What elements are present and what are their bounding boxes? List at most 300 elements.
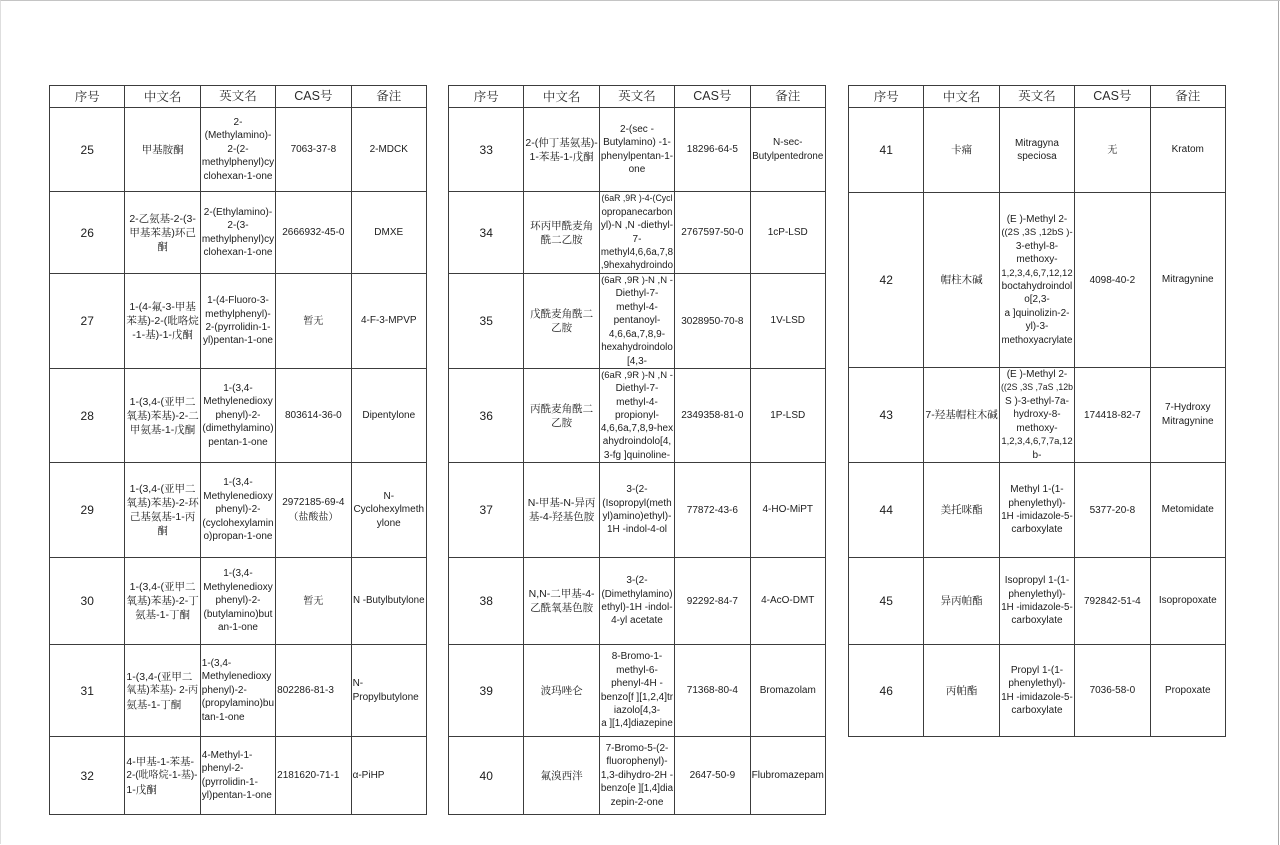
cell-chinese-name bbox=[125, 369, 200, 463]
text-line: 1-苯基-1-戊酮 bbox=[529, 150, 594, 163]
header-chinese-name bbox=[125, 86, 200, 108]
text-line: Propylbutylone bbox=[352, 691, 419, 703]
cell-english-name bbox=[201, 463, 276, 558]
cell-english-name bbox=[1000, 645, 1075, 737]
text-line: 41 bbox=[879, 143, 893, 157]
text-line: Flubromazepam bbox=[751, 769, 824, 781]
text-line: α-PiHP bbox=[352, 769, 385, 781]
header-chinese-name bbox=[924, 86, 999, 108]
cell-cas-number bbox=[276, 369, 351, 463]
text-line: 1H -indol-4-ol bbox=[606, 524, 667, 536]
text-line: 25 bbox=[80, 142, 94, 157]
cell-cas-number bbox=[1075, 108, 1150, 193]
text-line: 1P-LSD bbox=[770, 409, 806, 421]
text-line: 33 bbox=[479, 142, 493, 157]
text-line: Mitragynine bbox=[1161, 274, 1214, 286]
text-line: 甲基胺酮 bbox=[141, 143, 184, 156]
text-line: 2767597-50-0 bbox=[681, 227, 744, 238]
cell-remark bbox=[1151, 193, 1226, 368]
text-line: methyl4,6,6a,7,8 bbox=[600, 246, 674, 258]
text-line: Butylpentedrone bbox=[752, 150, 824, 162]
text-line: iazolo[4,3- bbox=[613, 704, 661, 716]
text-line: phenylethyl)- bbox=[1008, 678, 1066, 690]
text-line: 30 bbox=[80, 594, 94, 608]
text-line: 3-ethyl-8- bbox=[1015, 240, 1059, 252]
cell-english-name bbox=[1000, 558, 1075, 645]
text-line: 1-(3,4- bbox=[201, 657, 232, 669]
text-line: 4098-40-2 bbox=[1089, 274, 1136, 286]
text-line: 77872-43-6 bbox=[686, 504, 738, 516]
cell-chinese-name bbox=[924, 108, 999, 193]
text-line: (Isopropyl(meth bbox=[602, 497, 672, 509]
text-line: 36 bbox=[479, 408, 493, 423]
text-line: 7- bbox=[632, 233, 642, 245]
text-line: methylphenyl)- bbox=[205, 308, 271, 320]
text-line: phenyl)-2- bbox=[215, 504, 261, 516]
cell-cas-number bbox=[1075, 368, 1150, 463]
text-line: 39 bbox=[479, 683, 493, 698]
cell-english-name bbox=[600, 192, 675, 274]
text-line: 27 bbox=[80, 314, 94, 328]
text-line: 甲基苯基)环己 bbox=[129, 226, 196, 239]
text-line: 氧基)苯基)-2-二 bbox=[126, 409, 199, 422]
cell-chinese-name bbox=[924, 193, 999, 368]
text-line: b- bbox=[1032, 449, 1042, 461]
text-line: Propoxate bbox=[1164, 684, 1211, 696]
cell-remark bbox=[352, 558, 427, 645]
header-label: 备注 bbox=[775, 89, 801, 103]
text-line: phenylethyl)- bbox=[1008, 588, 1066, 600]
cell-chinese-name bbox=[924, 368, 999, 463]
text-line: 1cP-LSD bbox=[767, 226, 808, 238]
cell-cas-number bbox=[276, 737, 351, 815]
text-line: 4-甲基-1-苯基- bbox=[126, 755, 195, 768]
text-line: 1,2,3,4,6,7,12,12 bbox=[1001, 267, 1073, 279]
cell-serial-number bbox=[449, 463, 524, 558]
text-line: ethyl)-1H -indol- bbox=[601, 602, 673, 613]
cell-english-name bbox=[1000, 368, 1075, 463]
text-line: 2-乙氨基-2-(3- bbox=[129, 212, 196, 225]
text-line: 2349358-81-0 bbox=[681, 410, 744, 421]
text-line: Mitragyna bbox=[1015, 137, 1059, 149]
cell-serial-number bbox=[849, 463, 924, 558]
text-line: 31 bbox=[80, 683, 94, 698]
header-label: CAS号 bbox=[294, 89, 333, 103]
cell-serial-number bbox=[849, 193, 924, 368]
text-line: opropanecarbon bbox=[601, 206, 673, 218]
text-line: Mitragynine bbox=[1161, 416, 1214, 427]
text-line: 1H -imidazole-5- bbox=[1001, 691, 1073, 703]
text-line: 波玛唑仑 bbox=[540, 684, 583, 697]
text-line: 1-(3,4- bbox=[223, 477, 253, 489]
text-line: 4-Methyl-1- bbox=[201, 749, 253, 761]
text-line: ((2S ,3S ,12bS )- bbox=[1001, 227, 1073, 239]
text-line: Diethyl-7- bbox=[615, 383, 659, 395]
cell-cas-number bbox=[1075, 463, 1150, 558]
text-line: 3028950-70-8 bbox=[681, 315, 744, 327]
cell-remark bbox=[1151, 645, 1226, 737]
cell-chinese-name bbox=[924, 463, 999, 558]
text-line: 3-fg ]quinoline- bbox=[603, 449, 671, 461]
text-line: 7063-37-8 bbox=[290, 144, 337, 155]
text-line: yl)-3- bbox=[1025, 321, 1049, 333]
text-line: 环丙甲酰麦角 bbox=[530, 219, 594, 232]
text-line: boctahydroindol bbox=[1001, 281, 1073, 292]
header-label: CAS号 bbox=[1093, 89, 1132, 103]
cell-cas-number bbox=[276, 558, 351, 645]
cell-chinese-name bbox=[524, 192, 599, 274]
text-line: 己基氨基-1-丙 bbox=[129, 511, 196, 523]
text-line: 4,6,6a,7,8,9-hex bbox=[600, 423, 674, 435]
cell-serial-number bbox=[449, 369, 524, 463]
cell-cas-number bbox=[1075, 193, 1150, 368]
text-line: 4,6,6a,7,8,9- bbox=[608, 328, 666, 340]
cell-serial-number bbox=[50, 192, 125, 274]
text-line: 1-(3,4- bbox=[223, 568, 253, 580]
text-line: (E )-Methyl 2- bbox=[1006, 213, 1068, 225]
header-label: 序号 bbox=[873, 89, 899, 104]
header-label: 英文名 bbox=[618, 89, 656, 103]
cell-cas-number bbox=[675, 737, 750, 815]
text-line: 暂无 bbox=[303, 595, 324, 607]
text-line: 29 bbox=[80, 503, 94, 517]
text-line: 1-戊酮 bbox=[126, 783, 157, 796]
text-line: 71368-80-4 bbox=[686, 685, 738, 696]
text-line: 28 bbox=[80, 408, 94, 423]
cell-english-name bbox=[201, 645, 276, 737]
cell-cas-number bbox=[276, 274, 351, 369]
cell-remark bbox=[1151, 463, 1226, 558]
text-line: (6aR ,9R )-4-(Cycl bbox=[601, 193, 673, 204]
cell-chinese-name bbox=[524, 645, 599, 737]
text-line: 氧基)苯基)-2-环 bbox=[126, 497, 199, 509]
header-english-name bbox=[201, 86, 276, 108]
cell-serial-number bbox=[50, 737, 125, 815]
text-line: [4,3- bbox=[626, 355, 647, 367]
cell-english-name bbox=[600, 108, 675, 192]
text-line: 2181620-71-1 bbox=[277, 770, 340, 781]
text-line: 7-Hydroxy bbox=[1164, 402, 1211, 414]
text-line: N- bbox=[352, 677, 364, 689]
text-line: 2-(仲丁基氨基)- bbox=[525, 136, 598, 149]
text-line: 2972185-69-4 bbox=[282, 497, 345, 508]
text-line: 37 bbox=[479, 503, 493, 517]
text-line: (cyclohexylamin bbox=[202, 517, 274, 529]
header-label: 英文名 bbox=[1018, 89, 1056, 103]
cell-chinese-name bbox=[524, 463, 599, 558]
cell-english-name bbox=[201, 737, 276, 815]
cell-chinese-name bbox=[125, 108, 200, 192]
text-line: methoxyacrylate bbox=[1001, 334, 1073, 346]
text-line: 18296-64-5 bbox=[686, 144, 738, 155]
text-line: methyl-6- bbox=[616, 664, 658, 676]
cell-remark bbox=[352, 369, 427, 463]
text-line: 2-MDCK bbox=[369, 143, 408, 155]
cell-remark bbox=[751, 463, 826, 558]
text-line: N-sec- bbox=[773, 136, 803, 148]
header-english-name bbox=[600, 86, 675, 108]
text-line: 1-(4-氟-3-甲基 bbox=[129, 301, 196, 313]
text-line: (6aR ,9R )-N ,N - bbox=[601, 370, 673, 382]
cell-serial-number bbox=[50, 108, 125, 192]
text-line: phenylethyl)- bbox=[1008, 497, 1066, 509]
text-line: 2-(2- bbox=[227, 143, 249, 155]
cell-english-name bbox=[1000, 193, 1075, 368]
text-line: Cyclohexylmeth bbox=[353, 504, 425, 516]
cell-remark bbox=[352, 645, 427, 737]
cell-chinese-name bbox=[524, 558, 599, 645]
text-line: hydroxy-8- bbox=[1013, 409, 1061, 421]
text-line: ahydroindolo[4, bbox=[602, 436, 672, 448]
header-serial-number bbox=[849, 86, 924, 108]
header-label: 英文名 bbox=[219, 89, 257, 103]
cell-english-name bbox=[600, 558, 675, 645]
text-line: 1-(3,4-(亚甲二 bbox=[129, 581, 196, 593]
text-line: benzo[e ][1,4]dia bbox=[600, 783, 674, 795]
header-remark bbox=[352, 86, 427, 108]
text-line: Kratom bbox=[1171, 144, 1204, 156]
cell-remark bbox=[751, 369, 826, 463]
cell-remark bbox=[751, 558, 826, 645]
text-line: 4-AcO-DMT bbox=[761, 595, 815, 607]
text-line: tan-1-one bbox=[201, 711, 245, 723]
text-line: 46 bbox=[879, 683, 893, 698]
cell-english-name bbox=[1000, 108, 1075, 193]
text-line: Bromazolam bbox=[759, 684, 816, 696]
cell-english-name bbox=[201, 108, 276, 192]
text-line: (propylamino)bu bbox=[201, 698, 275, 710]
cell-english-name bbox=[1000, 463, 1075, 558]
text-line: clohexan-1-one bbox=[203, 246, 273, 258]
text-line: 丙帕酯 bbox=[945, 684, 978, 697]
cell-serial-number bbox=[449, 108, 524, 192]
text-line: ((2S ,3S ,7aS ,12b bbox=[1000, 382, 1073, 393]
text-line: 92292-84-7 bbox=[686, 595, 738, 607]
cell-cas-number bbox=[675, 463, 750, 558]
text-line: zepin-2-one bbox=[610, 796, 664, 808]
text-line: 45 bbox=[879, 594, 893, 608]
cell-remark bbox=[751, 192, 826, 274]
text-line: clohexan-1-one bbox=[203, 170, 273, 182]
cell-chinese-name bbox=[524, 108, 599, 192]
cell-cas-number bbox=[276, 463, 351, 558]
cell-english-name bbox=[600, 274, 675, 369]
text-line: methyl-4- bbox=[616, 301, 658, 313]
text-line: N-甲基-N-异丙 bbox=[527, 497, 596, 509]
cell-serial-number bbox=[449, 645, 524, 737]
text-line: 氧基)苯基)- 2-丙 bbox=[126, 684, 199, 696]
text-line: 2-(pyrrolidin-1- bbox=[205, 322, 271, 333]
cell-english-name bbox=[600, 645, 675, 737]
cell-remark bbox=[1151, 558, 1226, 645]
text-line: 5377-20-8 bbox=[1089, 504, 1136, 516]
cell-chinese-name bbox=[924, 645, 999, 737]
cell-remark bbox=[1151, 368, 1226, 463]
substance-table-2 bbox=[448, 85, 826, 815]
text-line: N- bbox=[383, 490, 395, 502]
text-line: 乙胺 bbox=[551, 416, 573, 429]
text-line: yl)-N ,N -diethyl- bbox=[600, 220, 674, 232]
cell-serial-number bbox=[50, 645, 125, 737]
text-line: benzo[f ][1,2,4]tr bbox=[600, 691, 674, 703]
text-line: 26 bbox=[80, 225, 94, 240]
text-line: ,9hexahydroindo bbox=[600, 260, 674, 272]
cell-chinese-name bbox=[125, 463, 200, 558]
header-label: 备注 bbox=[1175, 89, 1201, 103]
text-line: 2-(吡咯烷-1-基)- bbox=[126, 769, 198, 781]
header-serial-number bbox=[50, 86, 125, 108]
cell-chinese-name bbox=[125, 192, 200, 274]
text-line: one bbox=[628, 163, 646, 175]
cell-chinese-name bbox=[125, 558, 200, 645]
cell-remark bbox=[1151, 108, 1226, 193]
text-line: phenyl)-2- bbox=[201, 684, 247, 696]
text-line: 7-Bromo-5-(2- bbox=[605, 742, 669, 754]
text-line: 1,3-dihydro-2H - bbox=[600, 769, 674, 781]
text-line: Propyl 1-(1- bbox=[1010, 664, 1064, 676]
cell-serial-number bbox=[849, 368, 924, 463]
text-line: pentanoyl- bbox=[613, 315, 661, 327]
text-line: phenyl)-2- bbox=[215, 595, 261, 607]
cell-serial-number bbox=[449, 737, 524, 815]
text-line: 1-(3,4-(亚甲二 bbox=[126, 670, 193, 683]
text-line: 2- bbox=[233, 116, 243, 128]
cell-serial-number bbox=[50, 274, 125, 369]
text-line: 803614-36-0 bbox=[285, 410, 342, 421]
text-line: 1H -imidazole-5- bbox=[1001, 602, 1073, 613]
text-line: 2-(sec - bbox=[620, 123, 654, 135]
cell-english-name bbox=[201, 369, 276, 463]
cell-cas-number bbox=[675, 645, 750, 737]
text-line: ylone bbox=[376, 517, 401, 529]
text-line: methoxy- bbox=[1016, 254, 1058, 266]
header-chinese-name bbox=[524, 86, 599, 108]
text-line: 4-HO-MiPT bbox=[762, 504, 814, 516]
text-line: S )-3-ethyl-7a- bbox=[1005, 395, 1069, 407]
cell-chinese-name bbox=[524, 369, 599, 463]
text-line: 7-羟基帽柱木碱 bbox=[925, 409, 998, 421]
text-line: 4-F-3-MPVP bbox=[360, 315, 417, 327]
text-line: 44 bbox=[879, 503, 893, 517]
text-line: carboxylate bbox=[1011, 704, 1063, 716]
text-line: 酮 bbox=[157, 240, 168, 253]
text-line: (Methylamino)- bbox=[204, 130, 272, 142]
cell-english-name bbox=[600, 737, 675, 815]
cell-serial-number bbox=[50, 369, 125, 463]
text-line: 32 bbox=[80, 768, 94, 783]
text-line: a ]quinolizin-2- bbox=[1004, 307, 1070, 319]
header-label: CAS号 bbox=[693, 89, 732, 103]
page-edge-line bbox=[1278, 1, 1279, 845]
text-line: 34 bbox=[479, 225, 493, 240]
text-line: a ][1,4]diazepine bbox=[601, 718, 673, 730]
text-line: 酮 bbox=[157, 525, 168, 537]
text-line: 卡痛 bbox=[951, 144, 973, 156]
cell-remark bbox=[352, 737, 427, 815]
text-line: 174418-82-7 bbox=[1084, 409, 1141, 421]
cell-chinese-name bbox=[524, 274, 599, 369]
header-cas-number bbox=[276, 86, 351, 108]
text-line: 2-(Ethylamino)- bbox=[203, 206, 273, 218]
text-line: 38 bbox=[479, 594, 493, 608]
cell-cas-number bbox=[1075, 645, 1150, 737]
header-label: 中文名 bbox=[143, 89, 182, 104]
cell-chinese-name bbox=[125, 645, 200, 737]
text-line: 2-(3- bbox=[227, 220, 249, 232]
text-line: 2647-50-9 bbox=[689, 770, 736, 781]
text-line: methyl-4- bbox=[616, 396, 658, 408]
cell-serial-number bbox=[849, 645, 924, 737]
text-line: Methylenedioxy bbox=[201, 671, 272, 683]
text-line: 帽柱木碱 bbox=[940, 274, 983, 286]
text-line: Dipentylone bbox=[362, 409, 416, 421]
text-line: methoxy- bbox=[1016, 422, 1058, 434]
text-line: 氨基-1-丁酮 bbox=[135, 609, 190, 621]
text-line: 35 bbox=[479, 314, 493, 328]
text-line: fluorophenyl)- bbox=[606, 756, 668, 768]
cell-remark bbox=[751, 108, 826, 192]
text-line: (6aR ,9R )-N ,N - bbox=[601, 275, 673, 287]
cell-remark bbox=[751, 274, 826, 369]
text-line: 1V-LSD bbox=[770, 315, 805, 327]
text-line: methylphenyl)cy bbox=[201, 233, 275, 245]
cell-cas-number bbox=[276, 108, 351, 192]
text-line: phenyl-4H - bbox=[611, 678, 663, 690]
text-line: 3-(2- bbox=[626, 575, 648, 587]
text-line: 42 bbox=[879, 273, 893, 287]
header-cas-number bbox=[1075, 86, 1150, 108]
cell-serial-number bbox=[50, 463, 125, 558]
text-line: 8-Bromo-1- bbox=[611, 651, 663, 663]
cell-remark bbox=[352, 108, 427, 192]
cell-english-name bbox=[201, 274, 276, 369]
text-line: yl)pentan-1-one bbox=[201, 789, 272, 801]
text-line: 氨基-1-丁酮 bbox=[126, 698, 182, 711]
cell-serial-number bbox=[449, 558, 524, 645]
text-line: N,N-二甲基-4- bbox=[528, 588, 595, 600]
text-line: 43 bbox=[879, 408, 893, 422]
text-line: （盐酸盐） bbox=[288, 512, 339, 523]
text-line: 2666932-45-0 bbox=[282, 227, 345, 238]
cell-remark bbox=[352, 463, 427, 558]
cell-serial-number bbox=[849, 108, 924, 193]
cell-remark bbox=[751, 737, 826, 815]
text-line: speciosa bbox=[1017, 151, 1057, 162]
text-line: methylphenyl)cy bbox=[201, 157, 275, 169]
text-line: Methyl 1-(1- bbox=[1010, 484, 1064, 496]
text-line: (butylamino)but bbox=[203, 608, 273, 620]
text-line: phenyl-2- bbox=[201, 763, 244, 775]
text-line: phenyl)-2- bbox=[215, 409, 261, 421]
text-line: 802286-81-3 bbox=[277, 685, 334, 696]
text-line: 氟溴西泮 bbox=[540, 769, 583, 782]
text-line: 乙酰氧基色胺 bbox=[530, 602, 594, 614]
text-line: 苯基)-2-(吡咯烷 bbox=[126, 315, 199, 327]
text-line: (E )-Methyl 2- bbox=[1006, 369, 1068, 381]
text-line: 酰二乙胺 bbox=[540, 233, 583, 246]
text-line: hexahydroindolo bbox=[601, 342, 673, 354]
text-line: 40 bbox=[479, 768, 493, 783]
cell-serial-number bbox=[449, 192, 524, 274]
header-label: 备注 bbox=[376, 89, 402, 103]
text-line: 7036-58-0 bbox=[1089, 685, 1136, 696]
text-line: Diethyl-7- bbox=[615, 288, 659, 300]
text-line: Methylenedioxy bbox=[203, 490, 273, 502]
text-line: Metomidate bbox=[1161, 504, 1214, 516]
text-line: (dimethylamino) bbox=[202, 423, 274, 435]
cell-english-name bbox=[201, 558, 276, 645]
cell-serial-number bbox=[449, 274, 524, 369]
